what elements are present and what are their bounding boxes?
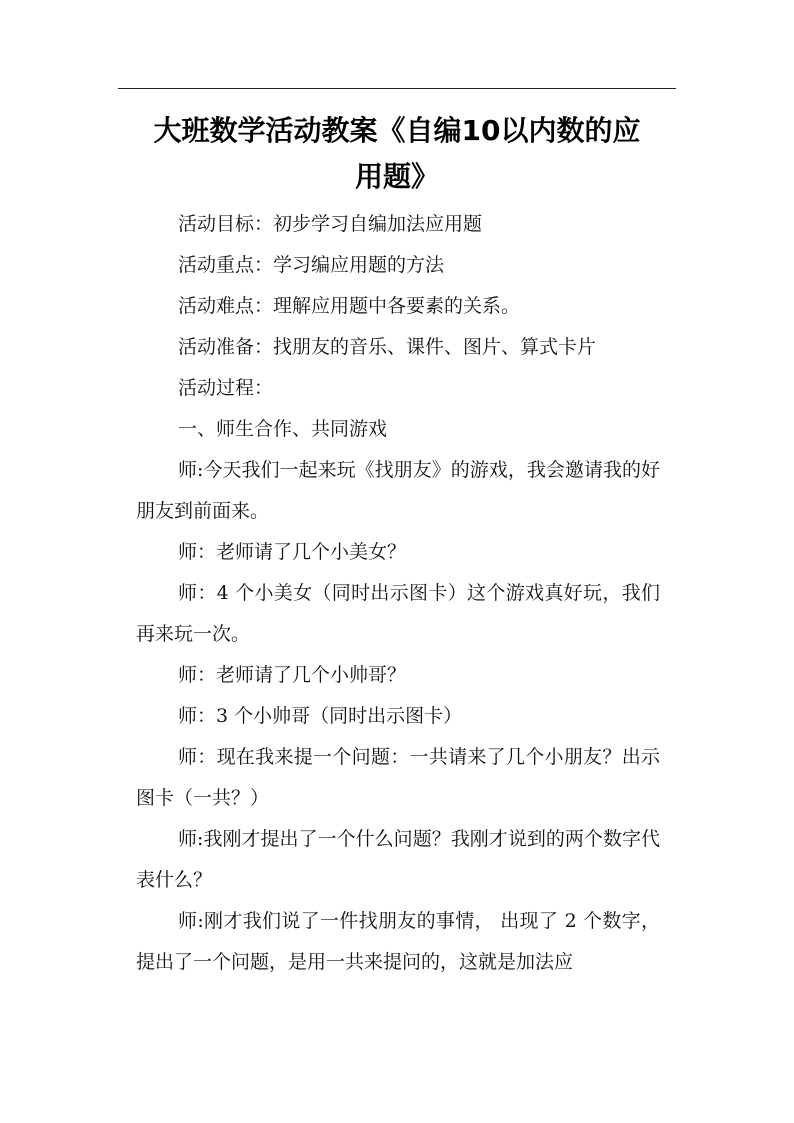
paragraph-dialogue: 师：现在我来提一个问题：一共请来了几个小朋友？出示图卡（一共？）: [136, 746, 660, 809]
title-line-1: 大班数学活动教案《自编10以内数的应: [153, 114, 641, 147]
title-line-2: 用题》: [354, 160, 439, 193]
document-title: [118, 108, 676, 200]
paragraph-dialogue: 师：老师请了几个小美女？: [178, 541, 407, 563]
paragraph-dialogue: 师:刚才我们说了一件找朋友的事情， 出现了 2 个数字，提出了一个问题，是用一共来提问的，这就是加法应: [136, 910, 660, 973]
paragraph-dialogue: 师：老师请了几个小帅哥？: [178, 664, 407, 686]
paragraph-dialogue: 师：3 个小帅哥（同时出示图卡）: [178, 705, 463, 727]
paragraph-activity-process: 活动过程：: [178, 377, 274, 399]
paragraph-activity-preparation: 活动准备：找朋友的音乐、课件、图片、算式卡片: [178, 336, 597, 358]
paragraph-dialogue: 师：4 个小美女（同时出示图卡）这个游戏真好玩，我们再来玩一次。: [136, 582, 660, 645]
paragraph-activity-difficulty: 活动难点：理解应用题中各要素的关系。: [178, 295, 521, 317]
header-rule: [118, 88, 676, 89]
paragraph-dialogue: 师:今天我们一起来玩《找朋友》的游戏，我会邀请我的好朋友到前面来。: [136, 459, 660, 522]
paragraph-activity-focus: 活动重点：学习编应用题的方法: [178, 254, 445, 276]
document-body: [136, 204, 660, 983]
paragraph-dialogue: 师:我刚才提出了一个什么问题？我刚才说到的两个数字代表什么？: [136, 828, 660, 891]
section-heading-1: 一、师生合作、共同游戏: [178, 418, 388, 440]
paragraph-activity-goal: 活动目标：初步学习自编加法应用题: [178, 213, 483, 235]
